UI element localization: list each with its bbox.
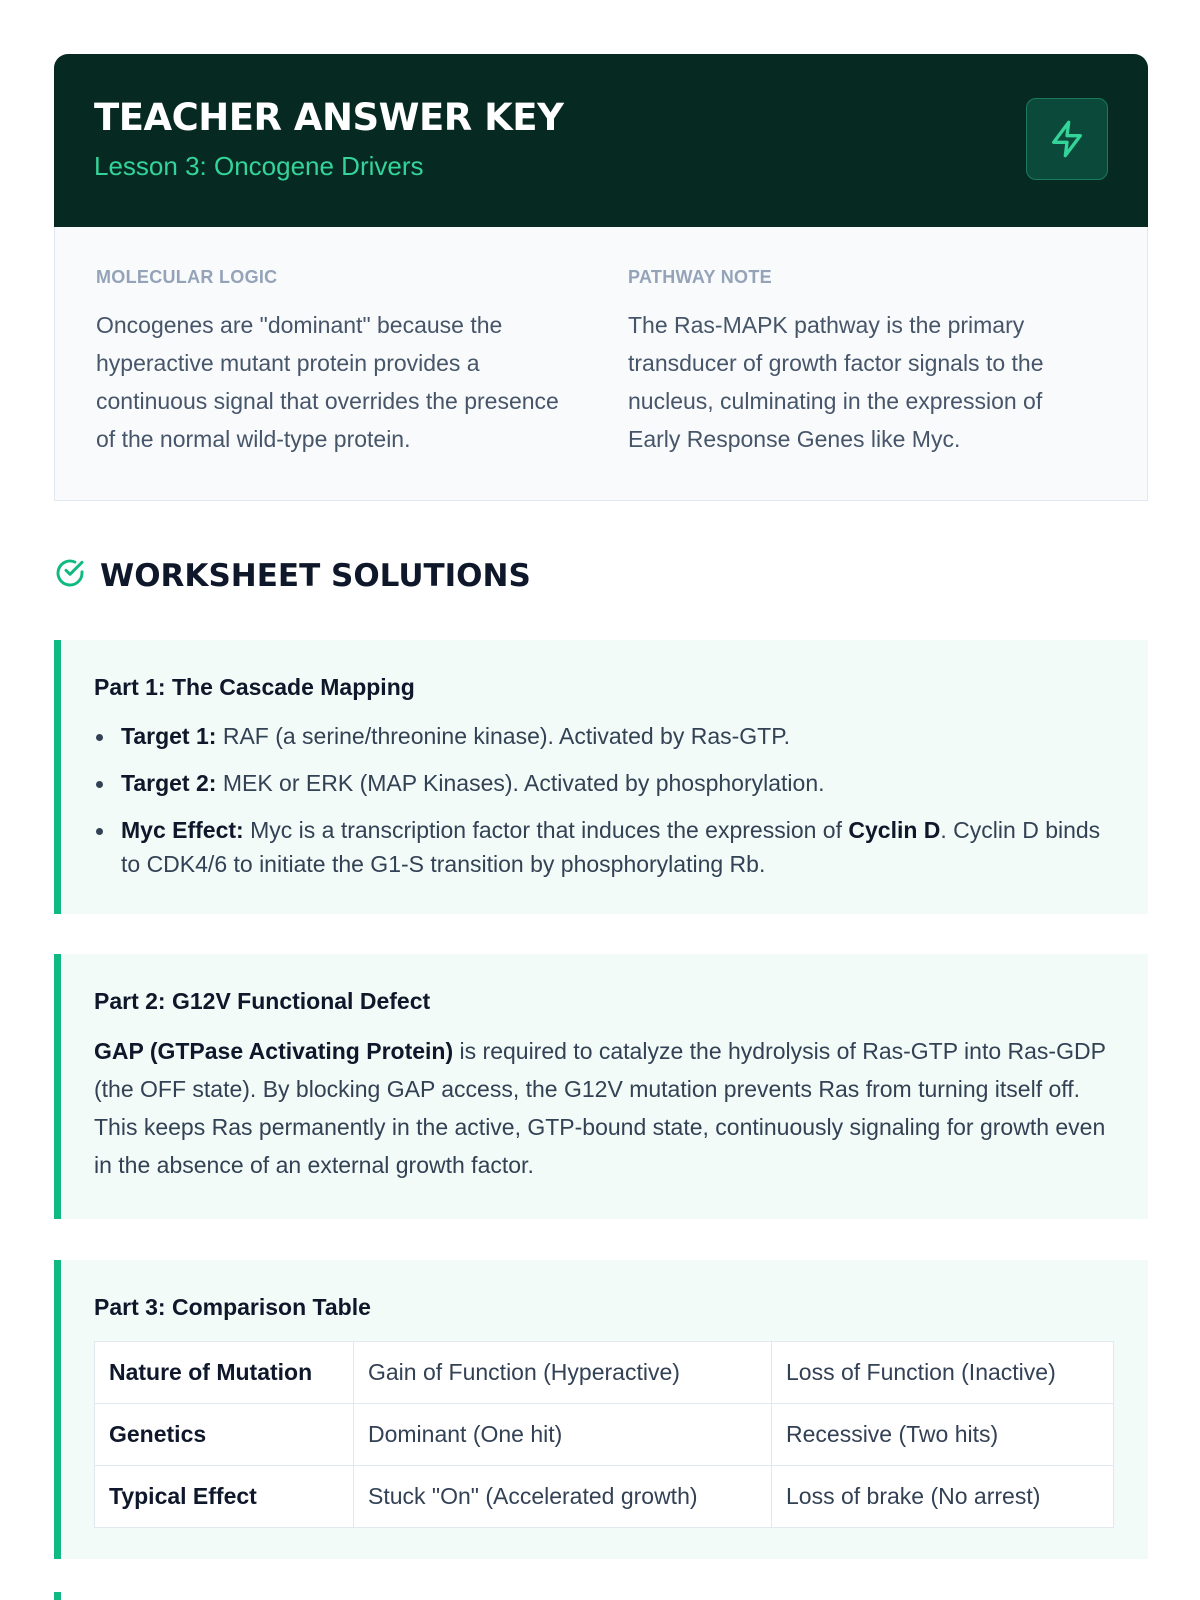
comparison-table [94, 1341, 1114, 1528]
row-header: Nature of Mutation [95, 1342, 354, 1404]
molecular-logic-note [96, 267, 568, 500]
table-cell: Stuck "On" (Accelerated growth) [354, 1466, 772, 1528]
lesson-subtitle: Lesson 3: Oncogene Drivers [94, 150, 424, 181]
pathway-note [628, 267, 1100, 500]
worksheet-solutions-heading [54, 557, 531, 594]
part-3-card [54, 1260, 1148, 1559]
table-row [95, 1404, 1114, 1466]
table-cell: Gain of Function (Hyperactive) [354, 1342, 772, 1404]
table-row [95, 1466, 1114, 1528]
table-cell: Loss of Function (Inactive) [772, 1342, 1114, 1404]
answer-key-header [54, 54, 1148, 227]
list-item: Target 2: MEK or ERK (MAP Kinases). Activated by phosphorylation. [94, 766, 1114, 800]
table-row [95, 1342, 1114, 1404]
check-circle-icon [54, 557, 86, 594]
table-cell: Dominant (One hit) [354, 1404, 772, 1466]
cascade-list [94, 719, 1114, 881]
note-text: Oncogenes are "dominant" because the hyperactive mutant protein provides a continuous signal that overrides the presence of the normal wild-type protein. [96, 312, 559, 452]
part-2-explanation: GAP (GTPase Activating Protein) is required to catalyze the hydrolysis of Ras-GTP into Ras-GDP (the OFF state). By blocking GAP access, the G12V mutation prevents Ras from turning itself off. This keeps Ras permanently in the active, GTP-bound state, continuously signaling for growth even in the absence of an external growth factor. [94, 1038, 1106, 1178]
next-card-edge [54, 1592, 61, 1600]
list-item: Myc Effect: Myc is a transcription factor that induces the expression of Cyclin D. Cyclin D binds to CDK4/6 to initiate the G1-S transition by phosphorylating Rb. [94, 813, 1114, 881]
part-1-card [54, 640, 1148, 914]
part-title: Part 1: The Cascade Mapping [94, 674, 415, 700]
part-2-card [54, 954, 1148, 1219]
row-header: Genetics [95, 1404, 354, 1466]
notes-panel [54, 227, 1148, 501]
part-title: Part 3: Comparison Table [94, 1294, 371, 1320]
row-header: Typical Effect [95, 1466, 354, 1528]
note-text: The Ras-MAPK pathway is the primary transducer of growth factor signals to the nucleus, culminating in the expression of Early Response Genes like Myc. [628, 312, 1044, 452]
note-label: PATHWAY NOTE [628, 267, 772, 287]
page-title: TEACHER ANSWER KEY [94, 96, 564, 139]
list-item: Target 1: RAF (a serine/threonine kinase). Activated by Ras-GTP. [94, 719, 1114, 753]
table-cell: Recessive (Two hits) [772, 1404, 1114, 1466]
table-cell: Loss of brake (No arrest) [772, 1466, 1114, 1528]
note-label: MOLECULAR LOGIC [96, 267, 278, 287]
part-title: Part 2: G12V Functional Defect [94, 988, 431, 1014]
lightning-icon [1026, 98, 1108, 180]
section-title: WORKSHEET SOLUTIONS [100, 557, 531, 594]
